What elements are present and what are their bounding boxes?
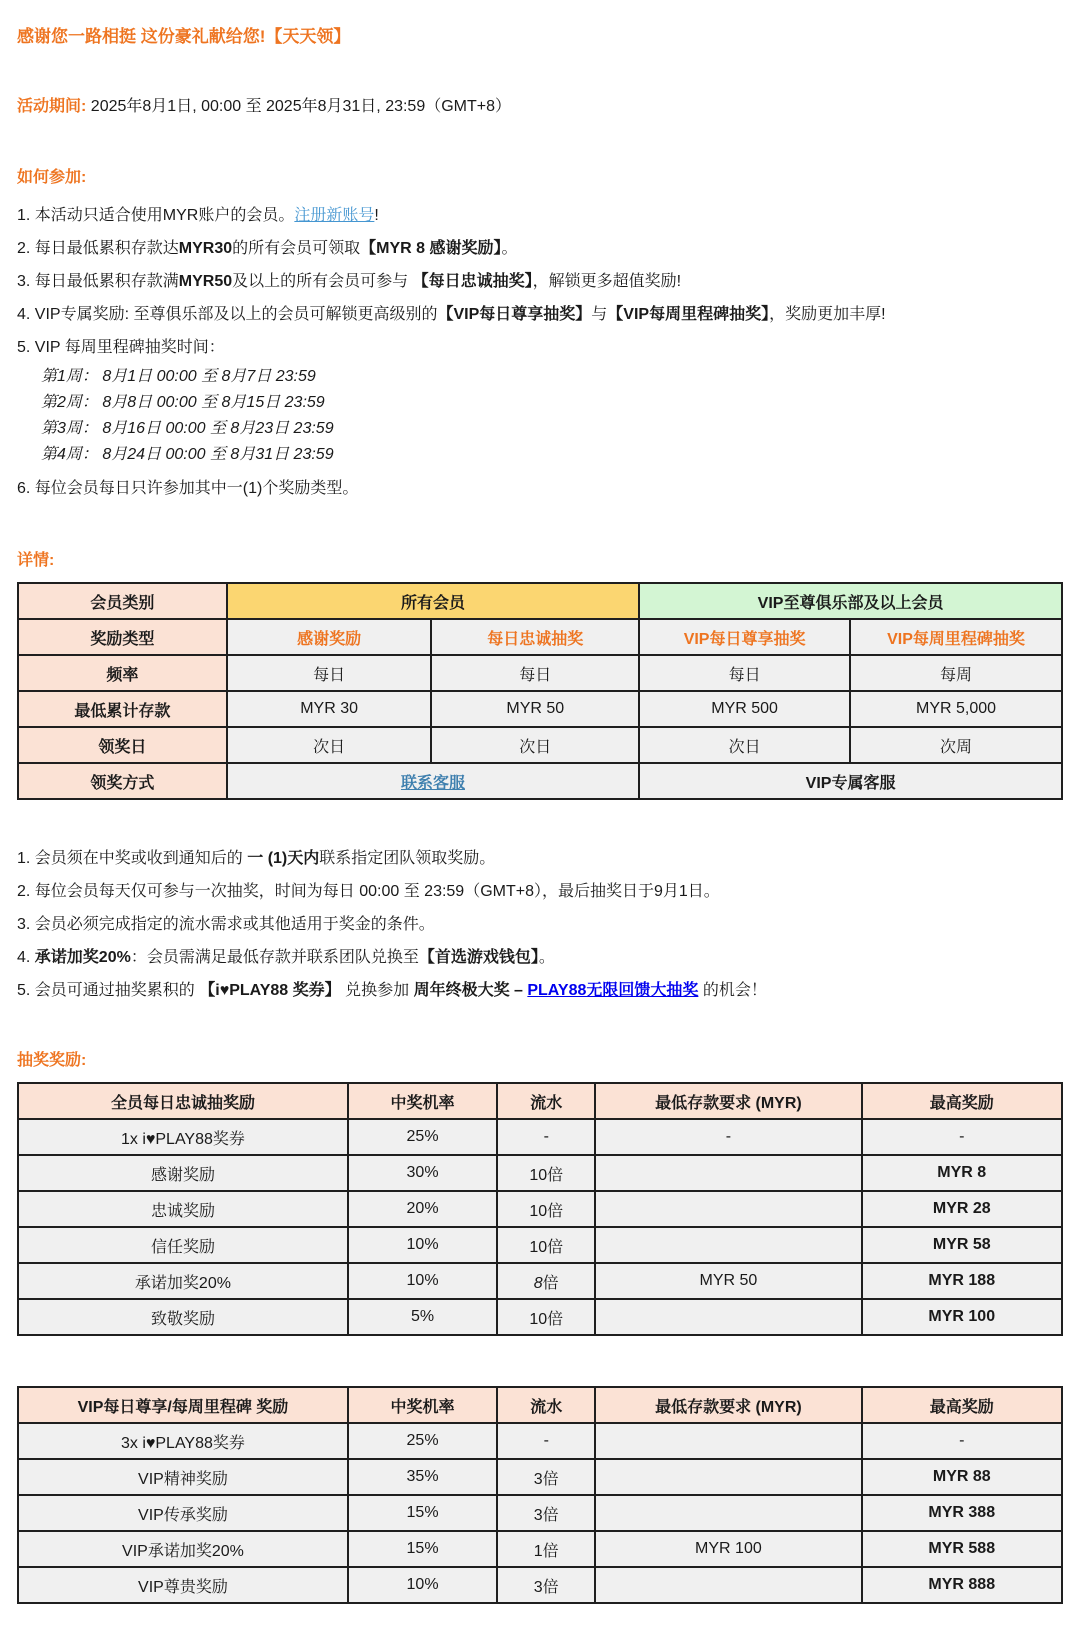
vip-table-section (17, 1386, 1063, 1604)
table-cell: - (862, 1119, 1062, 1155)
table-row (18, 691, 1062, 727)
text-segment: ! (374, 207, 379, 224)
text-segment: 【VIP每周里程碑抽奖】 (607, 306, 770, 323)
text-segment: 【首选游戏钱包】 (418, 949, 539, 966)
table-cell: 流水 (497, 1387, 595, 1423)
table-cell: 15% (348, 1495, 497, 1531)
text-segment: 的所有会员可领取 (232, 240, 361, 257)
how-to-item-3 (17, 265, 1063, 298)
table-cell: 每日忠诚抽奖 (431, 619, 639, 655)
table-cell: VIP至尊俱乐部及以上会员 (639, 583, 1062, 619)
text-segment: ，解锁更多超值奖励! (532, 273, 682, 290)
promo-title: 感谢您一路相挺 这份豪礼献给您!【天天领】 (17, 27, 351, 46)
table-cell: 35% (348, 1459, 497, 1495)
table-cell: MYR 8 (862, 1155, 1062, 1191)
terms-list (17, 842, 1063, 1007)
table-cell: 感谢奖励 (18, 1155, 348, 1191)
terms-item-3 (17, 908, 1063, 941)
table-row (18, 1083, 1062, 1119)
table-cell: 中奖机率 (348, 1083, 497, 1119)
table-cell: VIP专属客服 (639, 763, 1062, 799)
table-cell: 每日 (227, 655, 432, 691)
text-segment: 。 (538, 949, 555, 966)
table-cell: 所有会员 (227, 583, 639, 619)
how-to-item-2 (17, 232, 1063, 265)
details-table (17, 582, 1063, 800)
table-cell: 3x i♥PLAY88奖券 (18, 1423, 348, 1459)
table-row (18, 1531, 1062, 1567)
table-cell: MYR 50 (431, 691, 639, 727)
table-cell (595, 1495, 861, 1531)
table-cell: 最低累计存款 (18, 691, 227, 727)
table-row (18, 1459, 1062, 1495)
table-row (18, 1263, 1062, 1299)
text-segment: 联系指定团队领取奖励。 (319, 850, 496, 867)
table-cell (595, 1459, 861, 1495)
table-cell: 领奖日 (18, 727, 227, 763)
table-cell: 每周 (850, 655, 1062, 691)
table-row (18, 1387, 1062, 1423)
table-row (18, 1119, 1062, 1155)
table-cell (595, 1299, 861, 1335)
terms-item-5 (17, 974, 1063, 1007)
week-4: 第4周： 8月24日 00:00 至 8月31日 23:59 (41, 446, 334, 463)
table-cell: 最低存款要求 (MYR) (595, 1387, 861, 1423)
text-segment: 5. VIP 每周里程碑抽奖时间： (17, 339, 225, 356)
text-segment: 5. 会员可通过抽奖累积的 (17, 982, 200, 999)
table-cell: 15% (348, 1531, 497, 1567)
table-cell: 全员每日忠诚抽奖励 (18, 1083, 348, 1119)
table-cell: 中奖机率 (348, 1387, 497, 1423)
table-cell (595, 1227, 861, 1263)
table-cell: 频率 (18, 655, 227, 691)
register-account-link[interactable]: 注册新账号 (294, 207, 375, 224)
text-segment: MYR50 (178, 273, 233, 290)
table-cell: 25% (348, 1423, 497, 1459)
text-segment: 4. (17, 949, 35, 966)
week-1: 第1周： 8月1日 00:00 至 8月7日 23:59 (41, 368, 316, 385)
table-cell: VIP每日尊享抽奖 (639, 619, 850, 655)
text-segment: 兑换参加 (340, 982, 414, 999)
table-cell: - (595, 1119, 861, 1155)
table-cell: MYR 388 (862, 1495, 1062, 1531)
table-cell: - (497, 1119, 595, 1155)
table-cell: MYR 100 (595, 1531, 861, 1567)
table-cell: VIP承诺加奖20% (18, 1531, 348, 1567)
table-cell: MYR 28 (862, 1191, 1062, 1227)
table-cell: 会员类别 (18, 583, 227, 619)
table-cell: MYR 100 (862, 1299, 1062, 1335)
table-cell: MYR 588 (862, 1531, 1062, 1567)
table-cell (595, 1155, 861, 1191)
play88-draw-link[interactable]: PLAY88无限回馈大抽奖 (527, 982, 699, 999)
week-schedule (17, 364, 1063, 468)
table-cell: MYR 50 (595, 1263, 861, 1299)
table-cell: MYR 888 (862, 1567, 1062, 1603)
text-segment: 3. 每日最低累积存款满 (17, 273, 179, 290)
table-cell: 1倍 (497, 1531, 595, 1567)
table-cell: MYR 88 (862, 1459, 1062, 1495)
text-segment: 【i♥PLAY88 奖券】 (199, 982, 341, 999)
terms-item-2 (17, 875, 1063, 908)
text-segment: 【每日忠诚抽奖】 (412, 273, 533, 290)
table-cell: 每日 (431, 655, 639, 691)
table-cell (595, 1191, 861, 1227)
text-segment: 4. VIP专属奖励: 至尊俱乐部及以上的会员可解锁更高级别的 (17, 306, 438, 323)
table-cell: 忠诚奖励 (18, 1191, 348, 1227)
event-period (17, 93, 1063, 116)
table-cell: 最低存款要求 (MYR) (595, 1083, 861, 1119)
table-cell: 次日 (431, 727, 639, 763)
table-cell: 10倍 (497, 1227, 595, 1263)
table-cell: 20% (348, 1191, 497, 1227)
table-cell: VIP尊贵奖励 (18, 1567, 348, 1603)
table-cell: 10% (348, 1567, 497, 1603)
week-2: 第2周： 8月8日 00:00 至 8月15日 23:59 (41, 394, 325, 411)
lottery-heading: 抽奖奖励: (17, 1052, 87, 1069)
text-segment: 3. 会员必须完成指定的流水需求或其他适用于奖金的条件。 (17, 916, 435, 933)
text-segment: 及以上的所有会员可参与 (232, 273, 413, 290)
text-segment: 承诺加奖20% (34, 949, 131, 966)
table-cell (497, 1263, 595, 1299)
event-period-value: 2025年8月1日, 00:00 至 2025年8月31日, 23:59（GMT+8） (90, 98, 512, 115)
table-cell: 每日 (639, 655, 850, 691)
table-cell: MYR 500 (639, 691, 850, 727)
table-cell: 10% (348, 1263, 497, 1299)
table-row (18, 763, 1062, 799)
table-row (18, 1299, 1062, 1335)
text-segment: 【VIP每日尊享抽奖】 (437, 306, 592, 323)
text-segment: 周年终极大奖 – (413, 982, 528, 999)
table-cell: 30% (348, 1155, 497, 1191)
table-cell: 领奖方式 (18, 763, 227, 799)
table-cell: 3倍 (497, 1495, 595, 1531)
table-cell: 最高奖励 (862, 1387, 1062, 1423)
table-cell: VIP每日尊享/每周里程碑 奖励 (18, 1387, 348, 1423)
table-cell: 10% (348, 1227, 497, 1263)
table-cell: 3倍 (497, 1459, 595, 1495)
table-cell: - (862, 1423, 1062, 1459)
text-segment: 2. 每日最低累积存款达 (17, 240, 179, 257)
table-cell: VIP传承奖励 (18, 1495, 348, 1531)
table-cell: 次日 (639, 727, 850, 763)
text-segment: 8 (533, 1274, 543, 1292)
table-row (18, 1567, 1062, 1603)
table-cell: 信任奖励 (18, 1227, 348, 1263)
table-cell: 致敬奖励 (18, 1299, 348, 1335)
table-row (18, 655, 1062, 691)
how-to-item-4 (17, 298, 1063, 331)
how-to-item-6: 6. 每位会员每日只许参加其中一(1)个奖励类型。 (17, 480, 359, 497)
table-cell: 10倍 (497, 1191, 595, 1227)
text-segment: 【MYR 8 感谢奖励】 (360, 240, 502, 257)
table-cell: - (497, 1423, 595, 1459)
table-cell: 25% (348, 1119, 497, 1155)
table-cell: VIP每周里程碑抽奖 (850, 619, 1062, 655)
table-cell: 5% (348, 1299, 497, 1335)
table-row (18, 1191, 1062, 1227)
loyalty-draw-table (17, 1082, 1063, 1336)
week-3: 第3周： 8月16日 00:00 至 8月23日 23:59 (41, 420, 334, 437)
text-segment: 。 (501, 240, 518, 257)
table-row (18, 727, 1062, 763)
table-cell: MYR 5,000 (850, 691, 1062, 727)
terms-item-1 (17, 842, 1063, 875)
text-segment: 1. 会员须在中奖或收到通知后的 (17, 850, 248, 867)
table-row (18, 1155, 1062, 1191)
table-cell: 次日 (227, 727, 432, 763)
table-cell: 1x i♥PLAY88奖券 (18, 1119, 348, 1155)
table-cell: 最高奖励 (862, 1083, 1062, 1119)
contact-support-link[interactable]: 联系客服 (400, 774, 465, 792)
event-period-label: 活动期间: (17, 98, 87, 115)
table-cell: VIP精神奖励 (18, 1459, 348, 1495)
table-cell: 10倍 (497, 1155, 595, 1191)
table-cell: 奖励类型 (18, 619, 227, 655)
how-to-item-5 (17, 331, 1063, 364)
text-segment: 的机会！ (698, 982, 767, 999)
details-heading: 详情: (17, 552, 55, 569)
table-cell (595, 1567, 861, 1603)
table-cell: MYR 30 (227, 691, 432, 727)
text-segment: 倍 (542, 1274, 559, 1292)
table-row (18, 583, 1062, 619)
table-cell: 流水 (497, 1083, 595, 1119)
table-cell: MYR 188 (862, 1263, 1062, 1299)
how-to-item-1 (17, 199, 1063, 232)
text-segment: 2. 每位会员每天仅可参与一次抽奖，时间为每日 00:00 至 23:59（GMT+8），最后抽奖日于9月1日。 (17, 883, 720, 900)
table-cell: MYR 58 (862, 1227, 1062, 1263)
table-row (18, 1423, 1062, 1459)
text-segment: MYR30 (178, 240, 233, 257)
text-segment: 与 (591, 306, 608, 323)
table-cell (595, 1423, 861, 1459)
text-segment: ：会员需满足最低存款并联系团队兑换至 (130, 949, 419, 966)
text-segment: 1. 本活动只适合使用MYR账户的会员。 (17, 207, 295, 224)
table-row (18, 1495, 1062, 1531)
table-cell: 感谢奖励 (227, 619, 432, 655)
table-cell: 10倍 (497, 1299, 595, 1335)
text-segment: 一 (1)天内 (247, 850, 320, 867)
table-row (18, 1227, 1062, 1263)
terms-item-4 (17, 941, 1063, 974)
table-cell: 承诺加奖20% (18, 1263, 348, 1299)
table-row (18, 619, 1062, 655)
table-cell: 次周 (850, 727, 1062, 763)
table-cell: 3倍 (497, 1567, 595, 1603)
vip-draw-table (17, 1386, 1063, 1604)
text-segment: ，奖励更加丰厚! (769, 306, 886, 323)
how-to-heading: 如何参加: (17, 169, 87, 186)
how-to-list (17, 199, 1063, 505)
table-cell (227, 763, 639, 799)
